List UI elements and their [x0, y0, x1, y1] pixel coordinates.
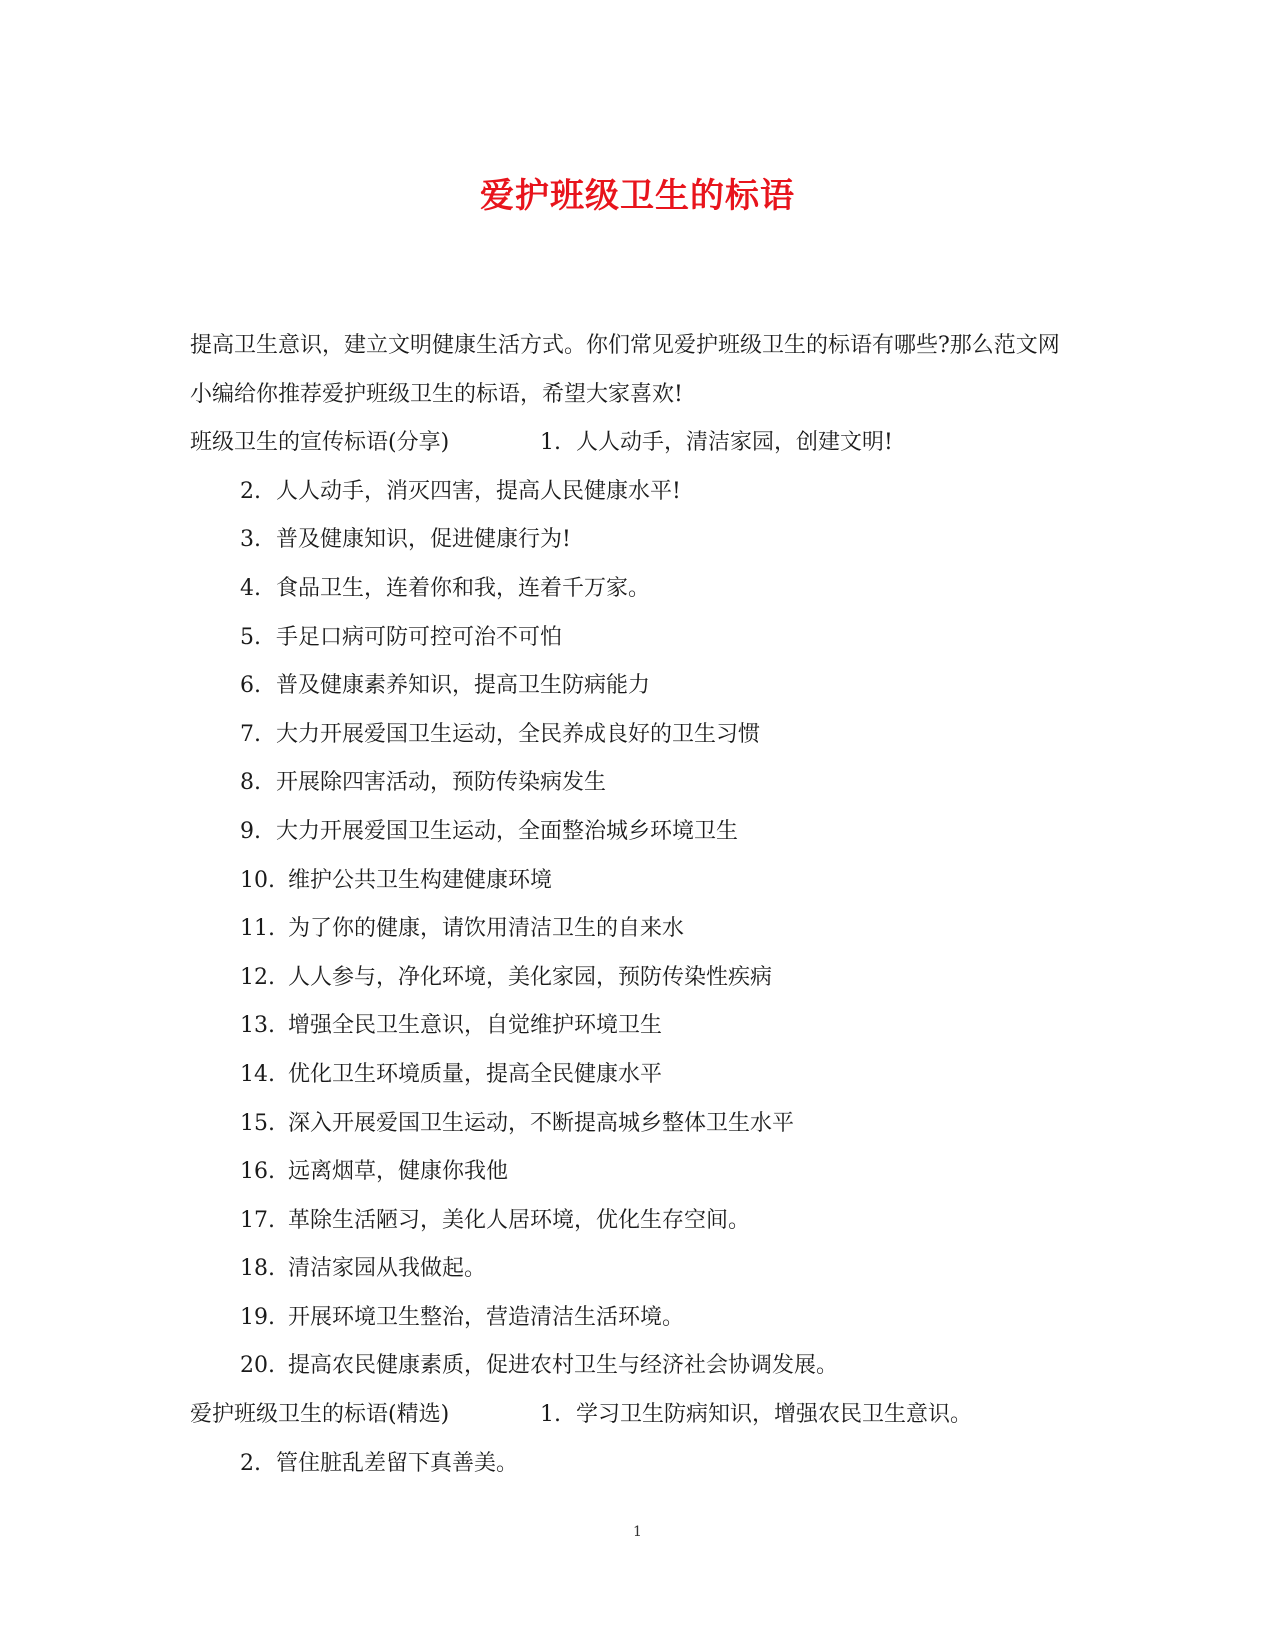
section-heading-line [190, 419, 1080, 468]
item-text: 优化卫生环境质量，提高全民健康水平 [288, 1061, 663, 1087]
item-number: 4. [240, 575, 261, 601]
item-number: 8. [240, 770, 261, 796]
list-item [190, 1148, 1080, 1197]
list-item [190, 1342, 1080, 1391]
item-text: 食品卫生，连着你和我，连着千万家。 [276, 575, 651, 601]
list-item [190, 516, 1080, 565]
item-text: 普及健康知识，促进健康行为! [276, 527, 571, 553]
item-number: 6. [240, 673, 261, 699]
item-text: 革除生活陋习，美化人居环境，优化生存空间。 [288, 1207, 751, 1233]
document-body [190, 322, 1080, 1488]
list-item [190, 1294, 1080, 1343]
list-item [190, 1051, 1080, 1100]
list-item [190, 1245, 1080, 1294]
item-number: 14. [240, 1061, 275, 1087]
list-item [190, 1002, 1080, 1051]
list-item [540, 430, 893, 455]
list-item [190, 711, 1080, 760]
item-text: 手足口病可防可控可治不可怕 [276, 624, 563, 650]
item-text: 人人动手，清洁家园，创建文明! [576, 430, 893, 456]
item-text: 人人动手，消灭四害，提高人民健康水平! [276, 478, 681, 504]
item-number: 17. [240, 1207, 275, 1233]
item-number: 2. [240, 478, 261, 504]
item-text: 维护公共卫生构建健康环境 [288, 867, 553, 893]
list-item [190, 857, 1080, 906]
item-number: 13. [240, 1013, 275, 1039]
section-heading-line [190, 1391, 1080, 1440]
list-item [190, 905, 1080, 954]
list-item [540, 1402, 972, 1427]
item-number: 18. [240, 1256, 275, 1282]
list-item [190, 614, 1080, 663]
item-text: 提高农民健康素质，促进农村卫生与经济社会协调发展。 [288, 1353, 839, 1379]
item-number: 16. [240, 1159, 275, 1185]
item-text: 大力开展爱国卫生运动，全民养成良好的卫生习惯 [276, 721, 761, 747]
item-text: 为了你的健康，请饮用清洁卫生的自来水 [288, 916, 685, 942]
item-text: 学习卫生防病知识，增强农民卫生意识。 [576, 1402, 973, 1428]
item-text: 开展环境卫生整治，营造清洁生活环境。 [288, 1304, 685, 1330]
list-item [190, 565, 1080, 614]
item-number: 9. [240, 818, 261, 844]
item-number: 1. [540, 1402, 561, 1428]
item-text: 清洁家园从我做起。 [288, 1256, 487, 1282]
item-text: 深入开展爱国卫生运动，不断提高城乡整体卫生水平 [288, 1110, 795, 1136]
item-text: 增强全民卫生意识，自觉维护环境卫生 [288, 1013, 663, 1039]
list-item [190, 468, 1080, 517]
item-text: 远离烟草，健康你我他 [288, 1159, 509, 1185]
item-number: 11. [240, 916, 275, 942]
item-number: 15. [240, 1110, 275, 1136]
item-text: 人人参与，净化环境，美化家园，预防传染性疾病 [288, 964, 773, 990]
list-item [190, 1100, 1080, 1149]
item-number: 7. [240, 721, 261, 747]
list-item [190, 1197, 1080, 1246]
item-number: 20. [240, 1353, 275, 1379]
item-number: 12. [240, 964, 275, 990]
list-item [190, 808, 1080, 857]
section-heading: 爱护班级卫生的标语(精选) [190, 1402, 450, 1428]
document-title: 爱护班级卫生的标语 [480, 176, 795, 216]
page-number: 1 [633, 1524, 642, 1540]
list-item [190, 759, 1080, 808]
intro-paragraph: 提高卫生意识，建立文明健康生活方式。你们常见爱护班级卫生的标语有哪些?那么范文网小编给你推荐爱护班级卫生的标语，希望大家喜欢! [190, 333, 1060, 407]
list-item [190, 954, 1080, 1003]
item-text: 普及健康素养知识，提高卫生防病能力 [276, 673, 651, 699]
item-number: 2. [240, 1450, 261, 1476]
item-number: 3. [240, 527, 261, 553]
item-number: 5. [240, 624, 261, 650]
list-item [190, 1440, 1080, 1489]
section-heading: 班级卫生的宣传标语(分享) [190, 430, 450, 456]
item-text: 开展除四害活动，预防传染病发生 [276, 770, 607, 796]
item-text: 管住脏乱差留下真善美。 [276, 1450, 519, 1476]
list-item [190, 662, 1080, 711]
item-number: 19. [240, 1304, 275, 1330]
item-number: 1. [540, 430, 561, 456]
item-text: 大力开展爱国卫生运动，全面整治城乡环境卫生 [276, 818, 739, 844]
item-number: 10. [240, 867, 275, 893]
